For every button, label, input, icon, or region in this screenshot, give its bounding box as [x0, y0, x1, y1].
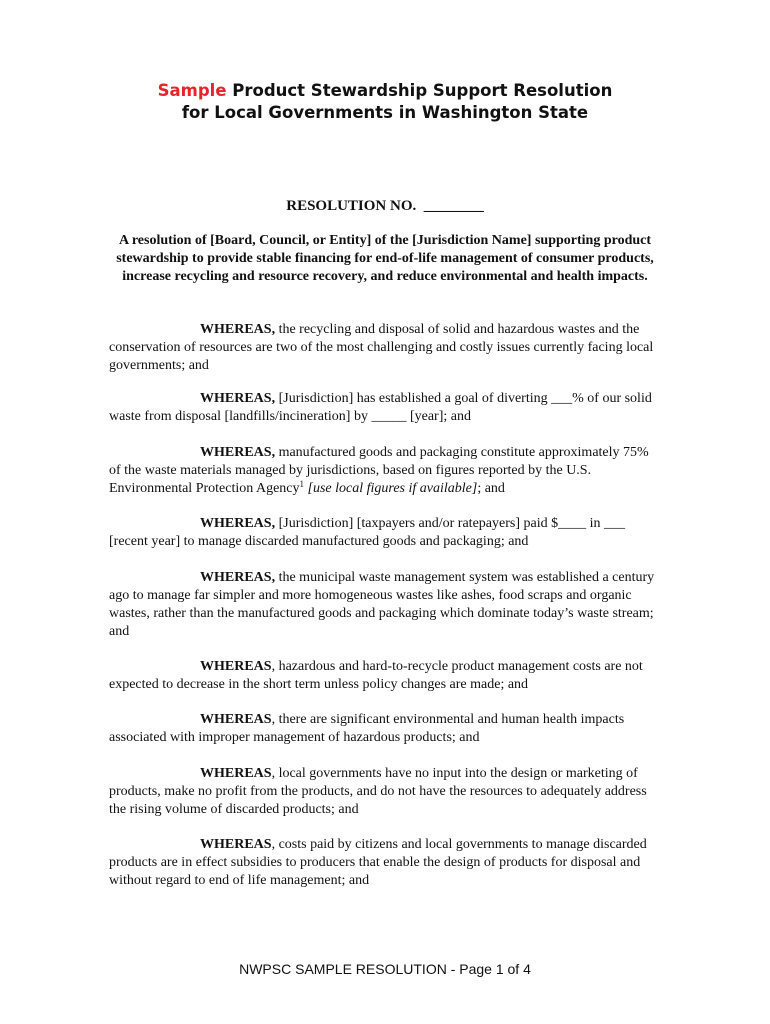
whereas-label: WHEREAS	[200, 659, 272, 674]
whereas-label: WHEREAS,	[200, 391, 276, 406]
whereas-clause	[109, 321, 662, 375]
whereas-clause	[109, 390, 662, 426]
resolution-blank: ________	[423, 198, 484, 214]
clause-text: the recycling and disposal of solid and hazardous wastes and the conservation of resources are two of the most challenging and costly issues currently facing local governments; and	[109, 322, 654, 373]
resolution-number	[0, 197, 770, 215]
whereas-clause	[109, 444, 662, 498]
whereas-clause	[109, 711, 662, 747]
resolution-label: RESOLUTION NO.	[286, 198, 417, 214]
clause-text: [Jurisdiction] [taxpayers and/or ratepayers] paid $____ in ___ [recent year] to manage discarded manufactured goods and packaging; and	[109, 516, 625, 549]
whereas-clause	[109, 658, 662, 694]
whereas-label: WHEREAS,	[200, 516, 276, 531]
clause-tail: ; and	[477, 481, 505, 496]
clause-text: , hazardous and hard-to-recycle product management costs are not expected to decrease in the short term unless policy changes are made; and	[109, 659, 643, 692]
whereas-label: WHEREAS	[200, 837, 272, 852]
title-text: Product Stewardship Support Resolution	[226, 81, 613, 100]
clause-text: [Jurisdiction] has established a goal of diverting ___% of our solid waste from disposal [landfills/incineration] by _____ [year]; and	[109, 391, 652, 424]
clause-text: , there are significant environmental and human health impacts associated with improper management of hazardous products; and	[109, 712, 625, 745]
clause-text: manufactured goods and packaging constitute approximately 75% of the waste materials managed by jurisdictions, based on figures reported by the U.S. Environmental Protection Agency	[109, 445, 649, 496]
whereas-clause	[109, 569, 662, 641]
whereas-clause	[109, 765, 662, 819]
clause-text: the municipal waste management system was established a century ago to manage far simpler and more homogeneous wastes like ashes, food scraps and organic wastes, rather than the manufactured goods and packaging which dominate today’s waste stream; and	[109, 570, 655, 639]
document-title-line-2: for Local Governments in Washington State	[181, 103, 589, 122]
page-footer: NWPSC SAMPLE RESOLUTION - Page 1 of 4	[239, 961, 531, 977]
whereas-label: WHEREAS	[200, 766, 272, 781]
whereas-label: WHEREAS,	[200, 570, 276, 585]
whereas-label: WHEREAS,	[200, 322, 276, 337]
footnote-marker: 1	[299, 479, 305, 489]
clause-note: [use local figures if available]	[307, 481, 478, 496]
whereas-label: WHEREAS,	[200, 445, 276, 460]
resolution-summary: A resolution of [Board, Council, or Entity] of the [Jurisdiction Name] supporting product stewardship to provide stable financing for end-of-life management of consumer products, increase recycling and resource recovery, and reduce environmental and health impacts.	[116, 233, 654, 284]
whereas-clause	[109, 836, 662, 890]
whereas-label: WHEREAS	[200, 712, 272, 727]
sample-label: Sample	[157, 81, 227, 100]
clause-text: , costs paid by citizens and local governments to manage discarded products are in effect subsidies to producers that enable the design of products for disposal and without regard to end of life management; and	[109, 837, 647, 888]
document-title-line-1	[0, 80, 770, 102]
clause-text: , local governments have no input into the design or marketing of products, make no profit from the products, and do not have the resources to adequately address the rising volume of discarded products; and	[109, 766, 647, 817]
whereas-clause	[109, 515, 662, 551]
